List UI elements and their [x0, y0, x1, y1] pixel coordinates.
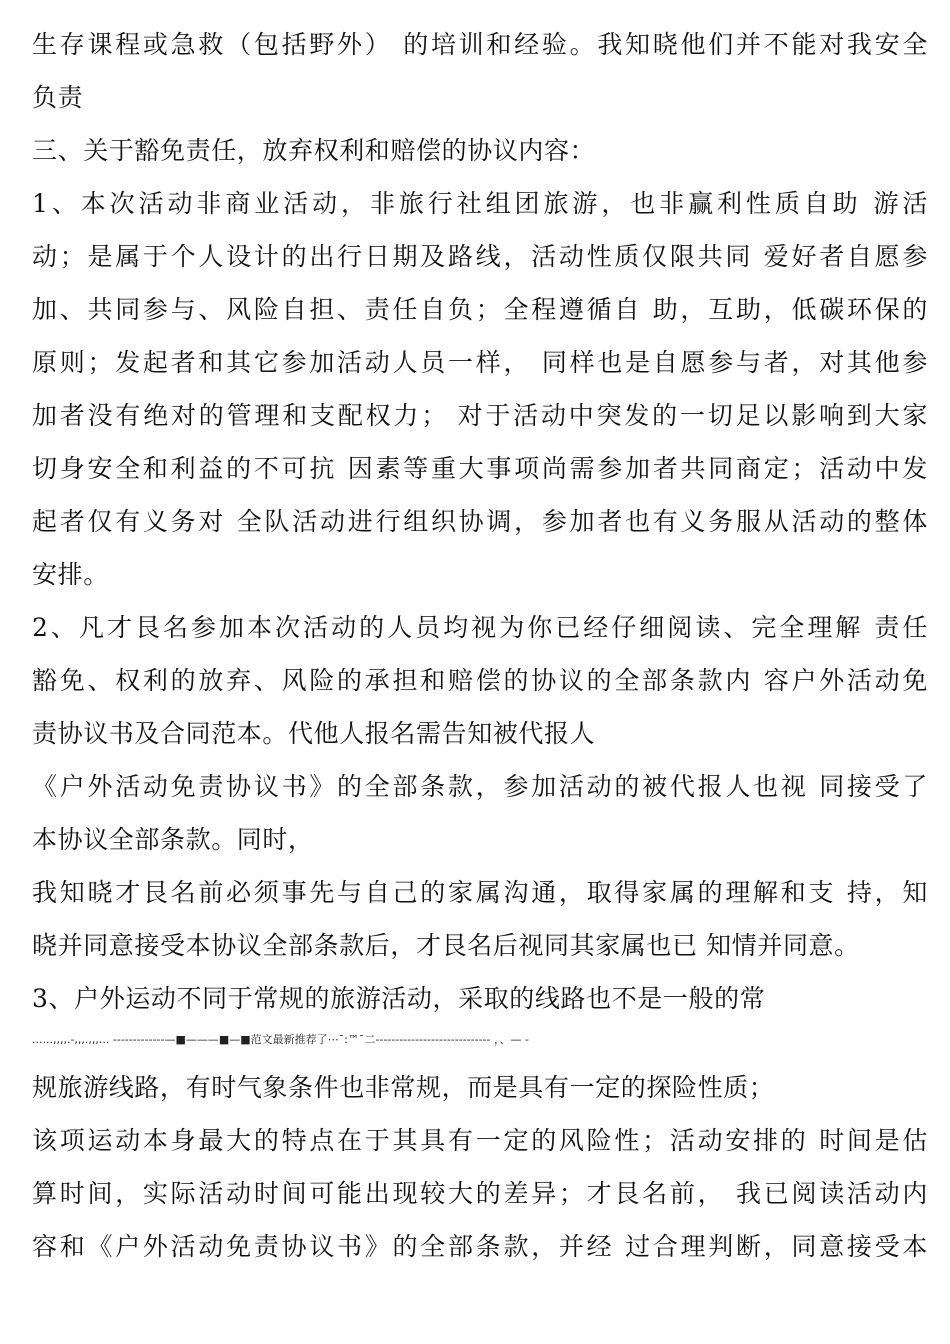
- text-line: 安排。: [32, 560, 109, 589]
- text-line: 算时间，实际活动时间可能出现较大的差异；才艮名前， 我已阅读活动内: [32, 1179, 928, 1208]
- text-line: 1、本次活动非商业活动，非旅行社组团旅游，也非赢利性质自助 游活: [32, 189, 928, 218]
- body-text-top: [32, 18, 928, 1025]
- text-line: 规旅游线路，有时气象条件也非常规，而是具有一定的探险性质；: [32, 1073, 775, 1102]
- page-footer-separator: ......,,,,.-,,,.,,,... -------------—■———■—■范文最新推荐了⋯ˉ:™ˉ二----------------------------- ，、— -: [32, 1033, 529, 1046]
- text-line: 原则；发起者和其它参加活动人员一样， 同样也是自愿参与者，对其他参: [32, 348, 928, 377]
- text-line: 《户外活动免责协议书》的全部条款，参加活动的被代报人也视 同接受了: [32, 772, 928, 801]
- text-line: 责协议书及合同范本。代他人报名需告知被代报人: [32, 719, 596, 748]
- text-line: 3、户外运动不同于常规的旅游活动，采取的线路也不是一般的常: [32, 984, 766, 1013]
- text-line: 起者仅有义务对 全队活动进行组织协调，参加者也有义务服从活动的整体: [32, 507, 928, 536]
- text-line: 生存课程或急救（包括野外） 的培训和经验。我知晓他们并不能对我安全: [32, 30, 928, 59]
- text-line: 晓并同意接受本协议全部条款后，才艮名后视同其家属也已 知情并同意。: [32, 931, 860, 960]
- body-text-bottom: [32, 1061, 928, 1273]
- text-line: 动；是属于个人设计的出行日期及路线，活动性质仅限共同 爱好者自愿参: [32, 242, 928, 271]
- text-line: 负责: [32, 83, 84, 112]
- text-line: 本协议全部条款。同时，: [32, 825, 314, 854]
- text-line: 豁免、权利的放弃、风险的承担和赔偿的协议的全部条款内 容户外活动免: [32, 666, 928, 695]
- text-line: 我知晓才艮名前必须事先与自己的家属沟通，取得家属的理解和支 持，知: [32, 878, 928, 907]
- text-line: 加、共同参与、风险自担、责任自负；全程遵循自 助，互助，低碳环保的: [32, 295, 928, 324]
- text-line: 三、关于豁免责任，放弃权利和赔偿的协议内容：: [32, 136, 596, 165]
- text-line: 切身安全和利益的不可抗 因素等重大事项尚需参加者共同商定；活动中发: [32, 454, 928, 483]
- text-line: 加者没有绝对的管理和支配权力； 对于活动中突发的一切足以影响到大家: [32, 401, 928, 430]
- document-page: [32, 18, 928, 1273]
- text-line: 容和《户外活动免责协议书》的全部条款，并经 过合理判断，同意接受本: [32, 1232, 928, 1261]
- text-line: 该项运动本身最大的特点在于其具有一定的风险性；活动安排的 时间是估: [32, 1126, 928, 1155]
- text-line: 2、凡才艮名参加本次活动的人员均视为你已经仔细阅读、完全理解 责任: [32, 613, 928, 642]
